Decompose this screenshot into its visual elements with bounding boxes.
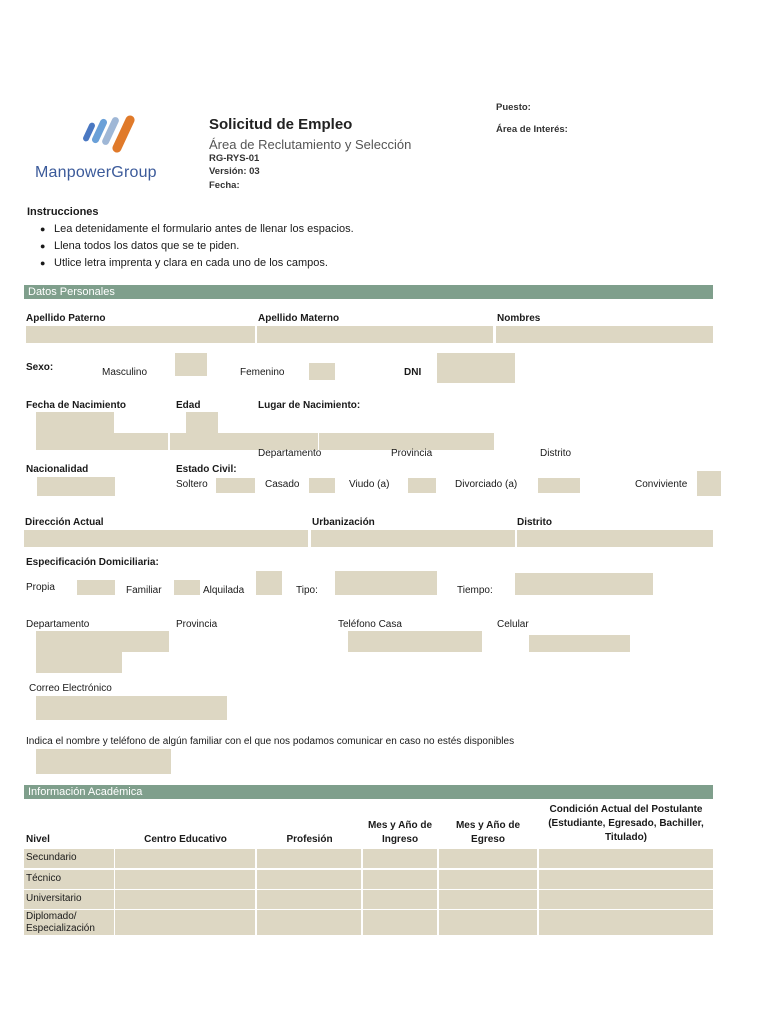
table-cell-input[interactable] [363,910,437,935]
apellido-paterno-field[interactable] [26,326,255,343]
table-cell-input[interactable] [363,849,437,868]
urbanizacion-field[interactable] [311,530,515,547]
propia-checkbox[interactable] [77,580,115,595]
table-cell-input[interactable] [439,890,537,909]
row-label-tecnico: Técnico [26,873,62,884]
casado-label: Casado [265,479,300,490]
table-cell-input[interactable] [257,849,361,868]
urbanizacion-label: Urbanización [312,517,375,528]
fecha-nacimiento-field-top[interactable] [36,412,114,434]
soltero-label: Soltero [176,479,208,490]
table-cell-input[interactable] [115,910,255,935]
alquilada-checkbox[interactable] [256,571,282,595]
provincia-domicilio-label: Provincia [176,619,218,630]
departamento-domicilio-label: Departamento [26,619,90,630]
tiempo-field[interactable] [515,573,653,595]
masculino-checkbox[interactable] [175,353,207,376]
row-label-universitario: Universitario [26,893,82,904]
correo-label: Correo Electrónico [29,683,112,694]
area-interes-label: Área de Interés: [496,124,568,135]
conviviente-checkbox[interactable] [697,471,721,496]
soltero-checkbox[interactable] [216,478,255,493]
telefono-casa-label: Teléfono Casa [338,619,402,630]
tipo-label: Tipo: [296,585,318,596]
col-header-mes-ingreso: Mes y Año de Ingreso [367,820,433,845]
table-cell-input[interactable] [257,910,361,935]
row-label-diplomado: Diplomado/ Especialización [26,911,95,934]
edad-field-top[interactable] [186,412,218,434]
logo-text: ManpowerGroup [35,164,157,181]
logo [30,112,190,187]
distrito-label: Distrito [540,448,572,459]
departamento-label: Departamento [258,448,322,459]
provincia-domicilio-field[interactable] [36,652,122,673]
instruction-item: ● Utlice letra imprenta y clara en cada uno de los campos. [40,255,354,272]
section-band-informacion-academica: Información Académica [24,785,713,799]
casado-checkbox[interactable] [309,478,335,493]
fecha-nacimiento-label: Fecha de Nacimiento [26,400,127,411]
nacionalidad-field[interactable] [37,477,115,496]
familiar-contacto-label: Indica el nombre y teléfono de algún familiar con el que nos podamos comunicar en caso no estés disponibles [26,736,515,747]
col-header-condicion: Condición Actual del Postulante (Estudiante, Egresado, Bachiller, Titulado) [548,804,704,843]
apellido-materno-label: Apellido Materno [258,313,340,324]
apellido-materno-field[interactable] [257,326,493,343]
table-cell-input[interactable] [539,870,713,889]
direccion-label: Dirección Actual [25,517,104,528]
provincia-label: Provincia [391,448,433,459]
especificacion-label: Especificación Domiciliaria: [26,557,159,568]
dni-label: DNI [404,367,422,378]
propia-label: Propia [26,582,55,593]
col-header-nivel: Nivel [26,834,50,845]
instruction-item: ● Lea detenidamente el formulario antes de llenar los espacios. [40,221,354,238]
row-label-secundario: Secundario [26,852,77,863]
table-cell-input[interactable] [115,890,255,909]
tipo-field[interactable] [335,571,437,595]
instructions-list [40,221,354,272]
distrito-actual-field[interactable] [517,530,713,547]
form-subtitle: Área de Reclutamiento y Selección [209,137,412,152]
table-cell-input[interactable] [539,890,713,909]
table-cell-input[interactable] [257,870,361,889]
table-cell-input[interactable] [115,870,255,889]
divorciado-label: Divorciado (a) [455,479,518,490]
femenino-checkbox[interactable] [309,363,335,380]
celular-field[interactable] [529,635,630,652]
sexo-label: Sexo: [26,362,54,373]
table-cell-input[interactable] [115,849,255,868]
direccion-field[interactable] [24,530,308,547]
instruction-item: ● Llena todos los datos que se te piden. [40,238,354,255]
viudo-checkbox[interactable] [408,478,436,493]
instructions-title: Instrucciones [27,206,99,218]
familiar-checkbox[interactable] [174,580,200,595]
nacionalidad-label: Nacionalidad [26,464,89,475]
nombres-field[interactable] [496,326,713,343]
telefono-casa-field[interactable] [348,631,482,652]
familiar-label: Familiar [126,585,162,596]
tiempo-label: Tiempo: [457,585,493,596]
col-header-centro-educativo: Centro Educativo [144,834,227,845]
femenino-label: Femenino [240,367,285,378]
table-cell-input[interactable] [363,890,437,909]
viudo-label: Viudo (a) [349,479,390,490]
divorciado-checkbox[interactable] [538,478,580,493]
masculino-label: Masculino [102,367,148,378]
section-band-datos-personales: Datos Personales [24,285,713,299]
familiar-contacto-field[interactable] [36,749,171,774]
nombres-label: Nombres [497,313,541,324]
table-cell-input[interactable] [439,910,537,935]
form-date: Fecha: [209,180,240,191]
fecha-nacimiento-field[interactable] [36,433,168,450]
table-cell-input[interactable] [539,910,713,935]
table-cell-input[interactable] [363,870,437,889]
correo-field[interactable] [36,696,227,720]
col-header-mes-egreso: Mes y Año de Egreso [455,820,521,845]
manpower-logo-icon [80,112,140,158]
estado-civil-label: Estado Civil: [176,464,237,475]
alquilada-label: Alquilada [203,585,245,596]
col-header-profesion: Profesión [286,834,333,845]
table-cell-input[interactable] [539,849,713,868]
table-cell-input[interactable] [439,870,537,889]
departamento-domicilio-field[interactable] [36,631,169,652]
form-code: RG-RYS-01 [209,153,260,164]
dni-field[interactable] [437,353,515,383]
table-cell-input[interactable] [257,890,361,909]
distrito-actual-label: Distrito [517,517,552,528]
table-cell-input[interactable] [439,849,537,868]
edad-label: Edad [176,400,201,411]
celular-label: Celular [497,619,529,630]
form-title: Solicitud de Empleo [209,116,353,133]
apellido-paterno-label: Apellido Paterno [26,313,106,324]
form-version: Versión: 03 [209,166,260,177]
conviviente-label: Conviviente [635,479,688,490]
puesto-label: Puesto: [496,102,531,113]
lugar-nacimiento-label: Lugar de Nacimiento: [258,400,361,411]
